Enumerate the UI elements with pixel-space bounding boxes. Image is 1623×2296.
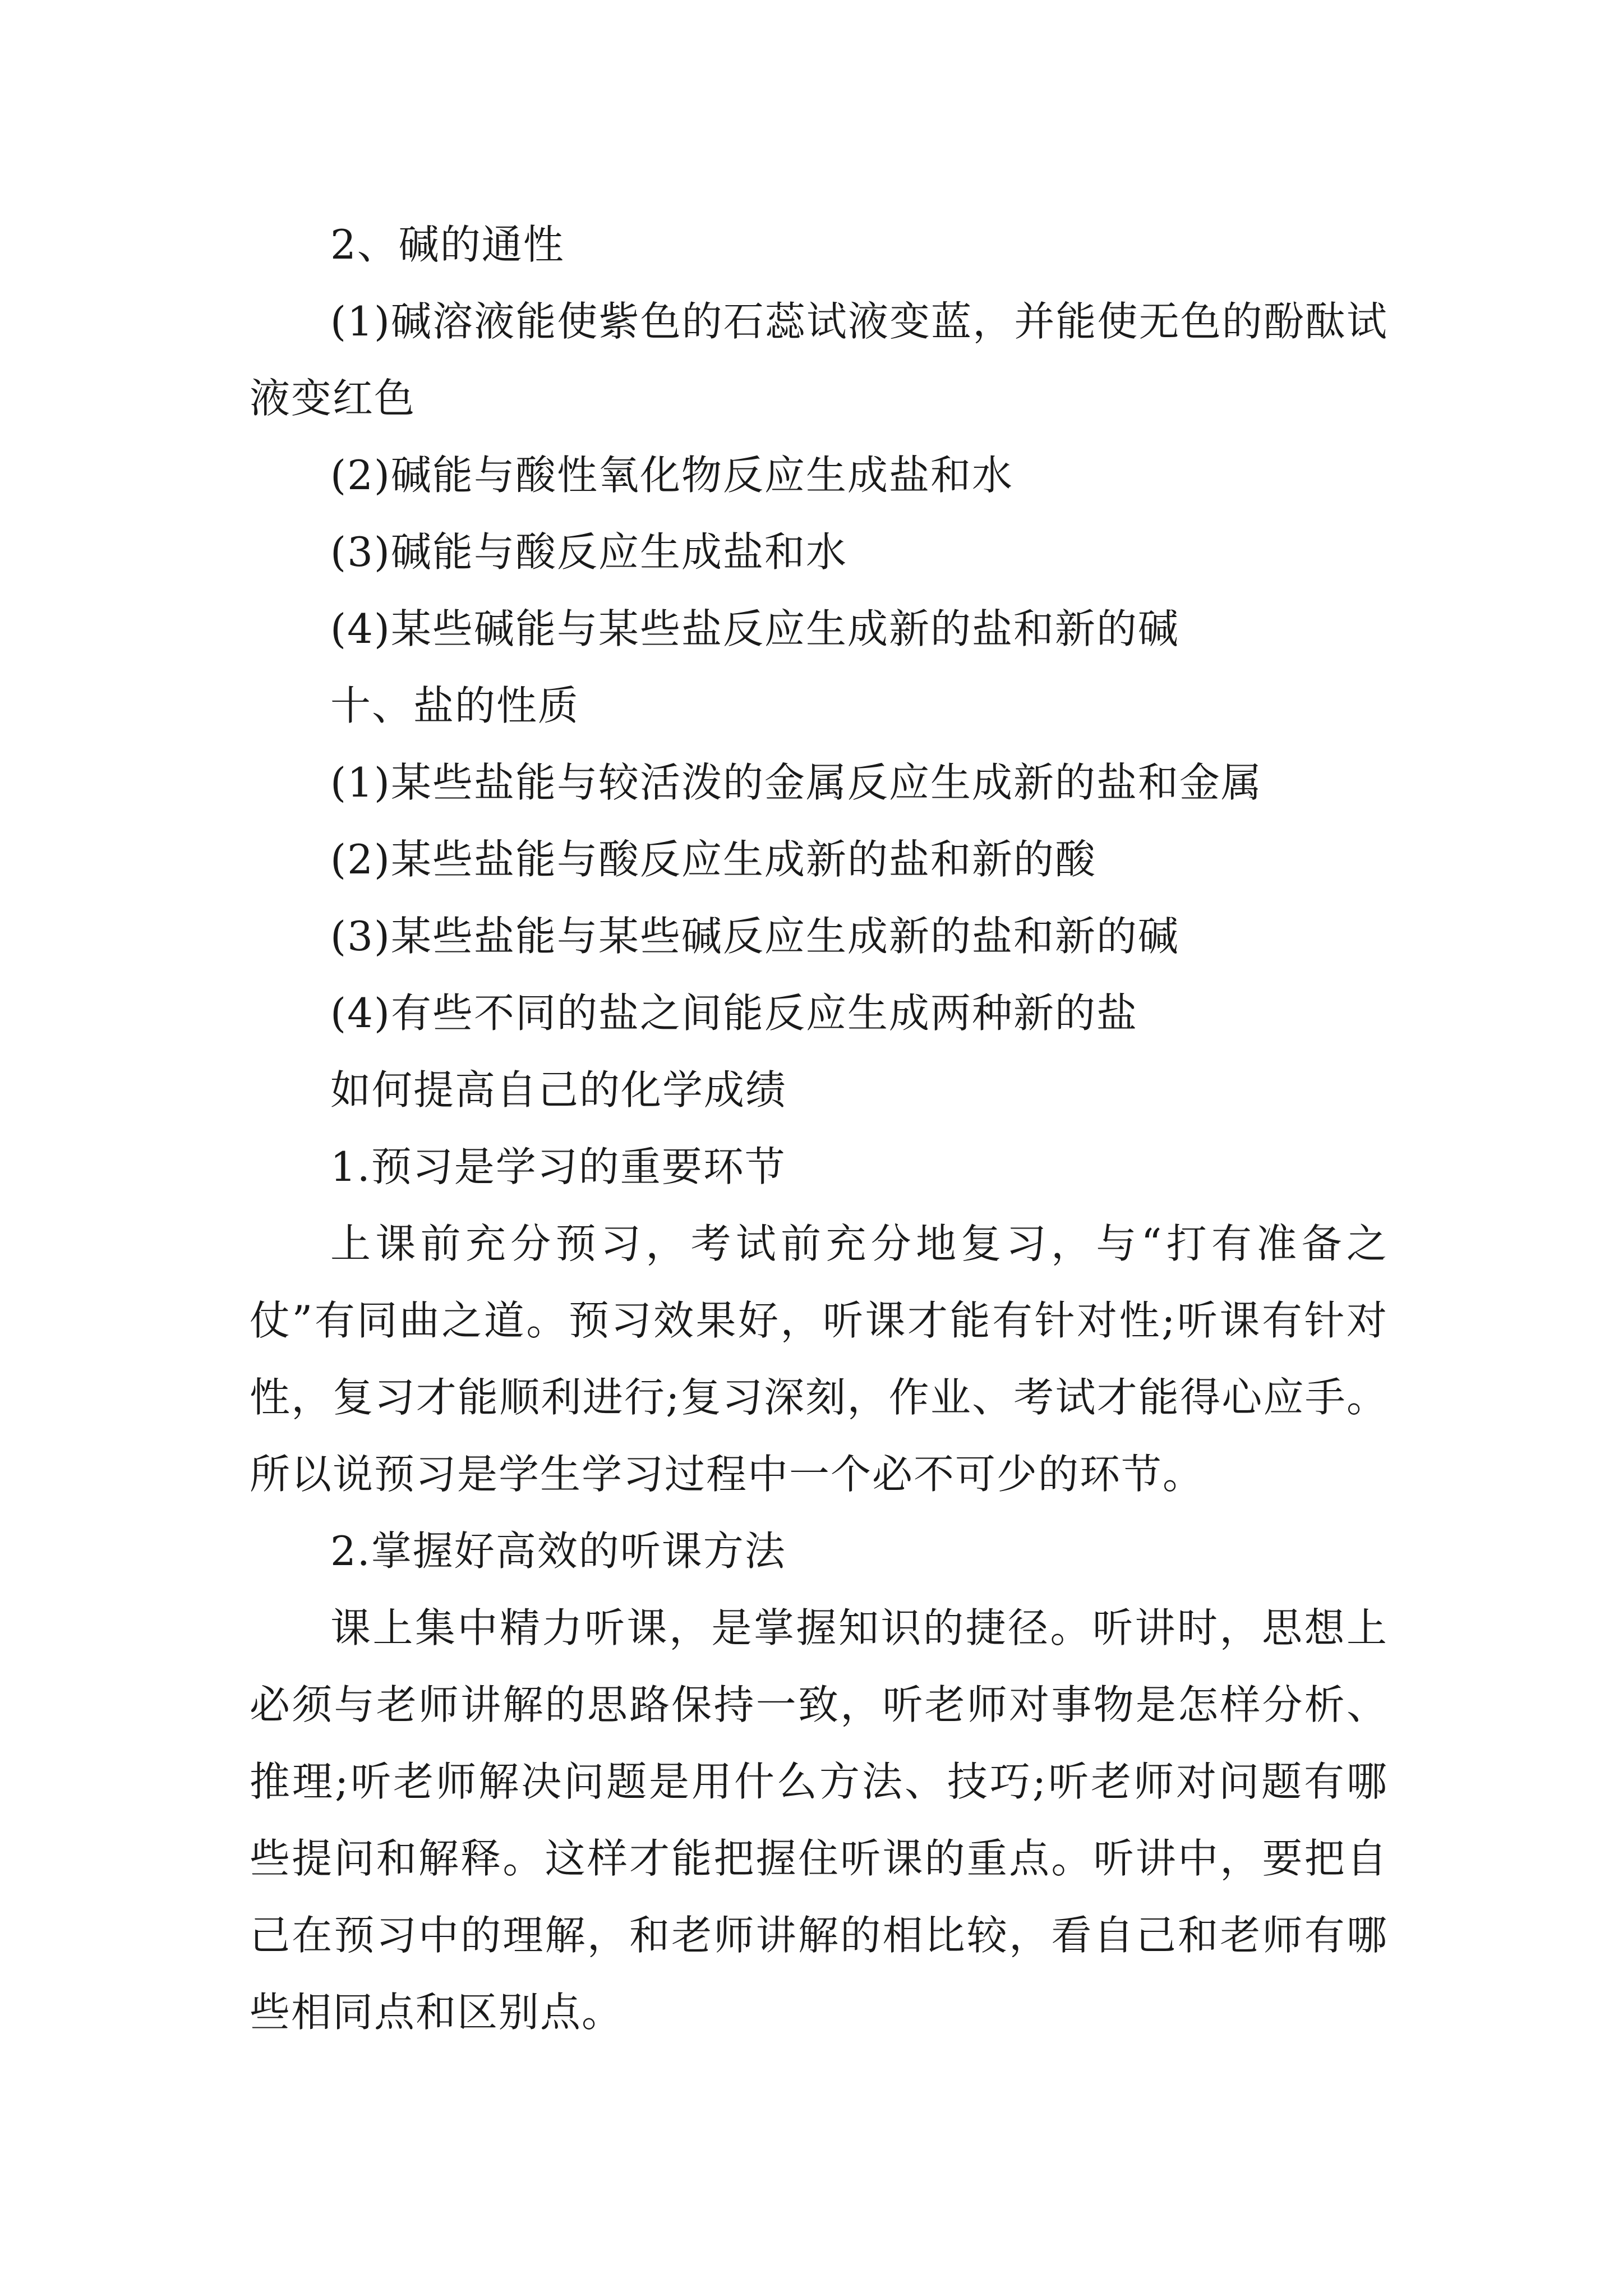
paragraph-preview: 上课前充分预习，考试前充分地复习，与“打有准备之仗”有同曲之道。预习效果好，听课才能有针对性;听课有针对性，复习才能顺利进行;复习深刻，作业、考试才能得心应手。所以说预习是学生学习过程中一个必不可少的环节。 (250, 1220, 1388, 1498)
list-item-salt-4: (4)有些不同的盐之间能反应生成两种新的盐 (330, 990, 1138, 1037)
heading-salt-properties: 十、盐的性质 (330, 682, 580, 729)
list-item-base-4: (4)某些碱能与某些盐反应生成新的盐和新的碱 (330, 605, 1179, 652)
list-item-salt-2: (2)某些盐能与酸反应生成新的盐和新的酸 (330, 836, 1096, 883)
document-body (250, 206, 1388, 2051)
list-item-salt-3: (3)某些盐能与某些碱反应生成新的盐和新的碱 (330, 913, 1179, 960)
list-item-salt-1: (1)某些盐能与较活泼的金属反应生成新的盐和金属 (330, 759, 1262, 806)
list-item-base-3: (3)碱能与酸反应生成盐和水 (330, 528, 847, 576)
paragraph-listening-method: 课上集中精力听课，是掌握知识的捷径。听讲时，思想上必须与老师讲解的思路保持一致，听老师对事物是怎样分析、推理;听老师解决问题是用什么方法、技巧;听老师对问题有哪些提问和解释。这样才能把握住听课的重点。听讲中，要把自己在预习中的理解，和老师讲解的相比较，看自己和老师有哪些相同点和区别点。 (250, 1604, 1388, 2036)
heading-improve-chemistry: 如何提高自己的化学成绩 (330, 1066, 787, 1114)
heading-listening-method: 2.掌握好高效的听课方法 (330, 1527, 786, 1575)
heading-preview: 1.预习是学习的重要环节 (330, 1143, 786, 1190)
list-item-base-2: (2)碱能与酸性氧化物反应生成盐和水 (330, 452, 1013, 499)
list-item-base-1: (1)碱溶液能使紫色的石蕊试液变蓝，并能使无色的酚酞试液变红色 (250, 298, 1388, 422)
heading-base-properties: 2、碱的通性 (330, 221, 565, 268)
